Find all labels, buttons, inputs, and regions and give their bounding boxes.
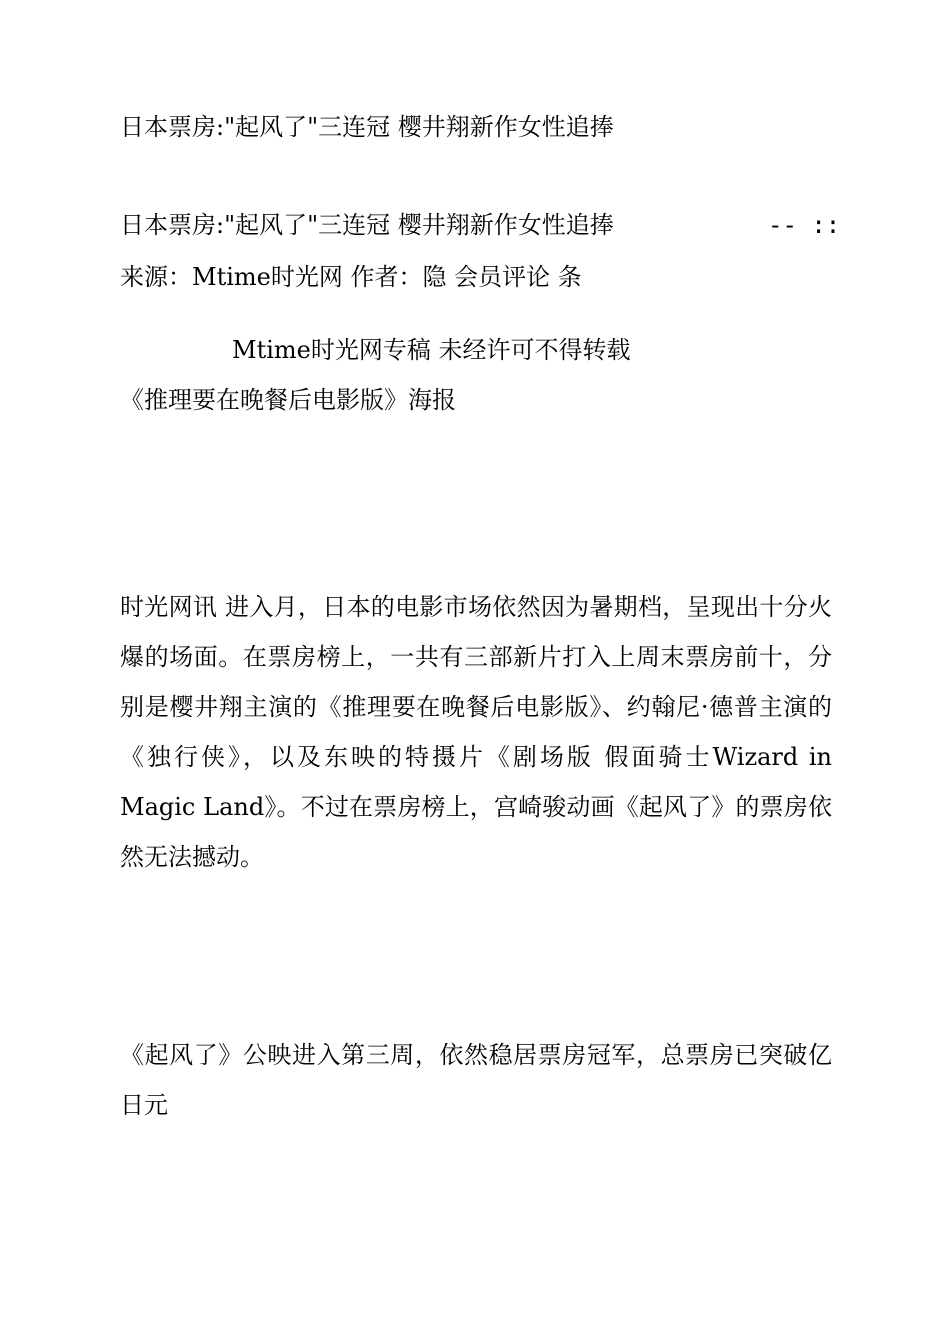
body-paragraph-2 [120,1030,832,1130]
copyright-notice: Mtime时光网专稿 未经许可不得转载 [232,336,631,364]
publish-date: -- :: [768,211,841,239]
poster-caption: 《推理要在晚餐后电影版》海报 [120,386,456,414]
paragraph-text: 时光网讯 进入月，日本的电影市场依然因为暑期档，呈现出十分火爆的场面。在票房榜上，一共有三部新片打入上周末票房前十，分别是樱井翔主演的《推理要在晚餐后电影版》、约翰尼·德普主演的《独行侠》，以及东映的特摄片《剧场版 假面骑士Wizard in Magic Land》。不过在票房榜上，宫崎骏动画《起风了》的票房依然无法撼动。 [120,593,832,871]
body-paragraph-1 [120,582,832,882]
paragraph-text: 《起风了》公映进入第三周，依然稳居票房冠军，总票房已突破亿日元 [120,1041,832,1119]
source-line: 来源：Mtime时光网 作者：隐 会员评论 条 [120,263,582,291]
article-title: 日本票房:"起风了"三连冠 樱井翔新作女性追捧 [120,113,614,141]
article-subtitle: 日本票房:"起风了"三连冠 樱井翔新作女性追捧 [120,211,614,239]
